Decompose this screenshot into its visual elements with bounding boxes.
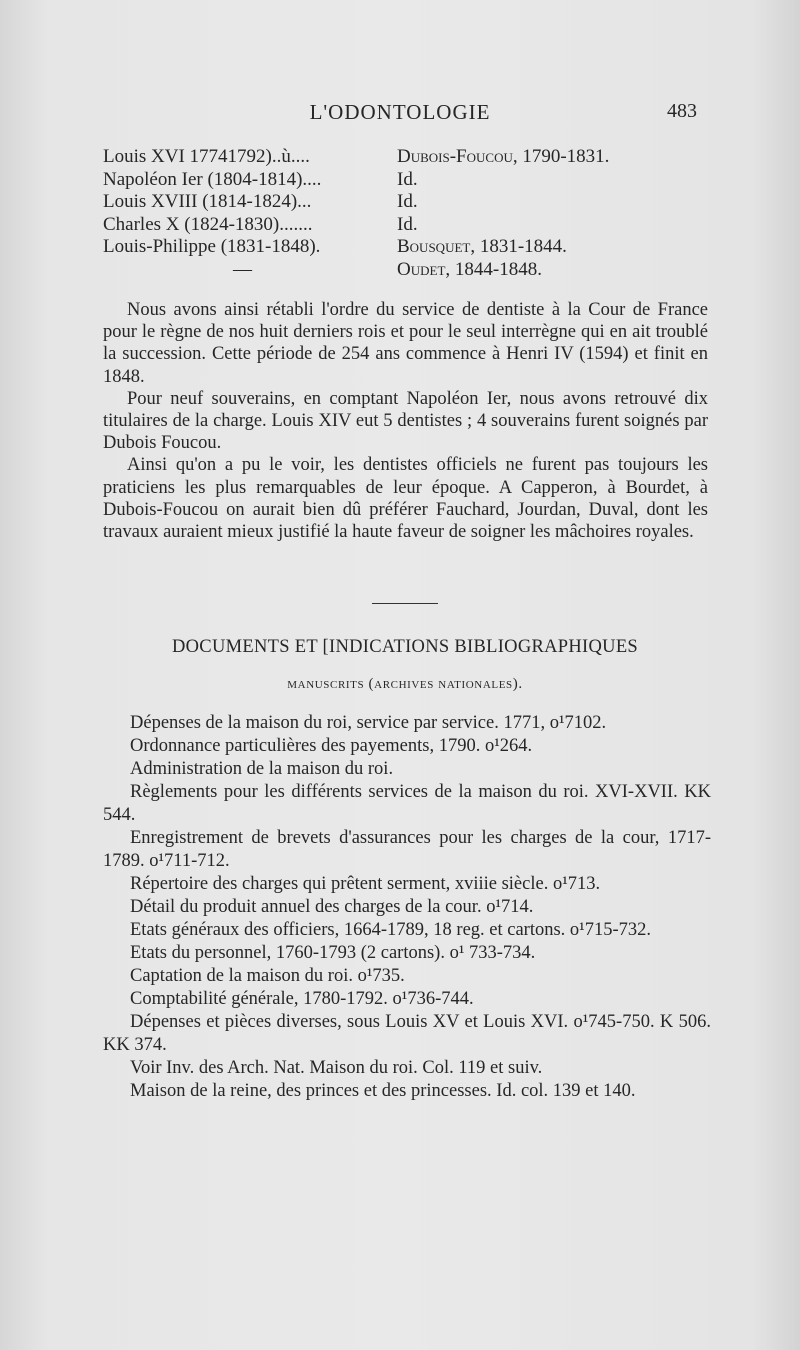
reign-row <box>103 236 703 259</box>
reference-item: Maison de la reine, des princes et des princesses. Id. col. 139 et 140. <box>130 1081 636 1101</box>
reign-row <box>103 191 703 214</box>
reference-item: Captation de la maison du roi. o¹735. <box>130 966 405 986</box>
reign-dentist: Id. <box>397 168 418 190</box>
reign-row <box>103 259 703 282</box>
running-title: L'ODONTOLOGIE <box>309 100 491 124</box>
reference-item: Administration de la maison du roi. <box>130 759 394 779</box>
section-subtitle: manuscrits (archives nationales). <box>287 676 523 692</box>
reign-sovereign-dash: — <box>233 258 252 280</box>
reign-dentist: Id. <box>397 213 418 235</box>
reference-item: Répertoire des charges qui prêtent serment, xviiie siècle. o¹713. <box>130 874 601 894</box>
paragraph: Pour neuf souverains, en comptant Napoléon Ier, nous avons retrouvé dix titulaires de la charge. Louis XIV eut 5 dentistes ; 4 souverains furent soignés par Dubois Foucou. <box>103 388 708 454</box>
paragraph: Nous avons ainsi rétabli l'ordre du service de dentiste à la Cour de France pour le règne de nos huit derniers rois et pour le seul interrègne qui en ait troublé la succession. Cette période de 254 ans commence à Henri IV (1594) et finit en 1848. <box>103 300 708 387</box>
reference-item: Détail du produit annuel des charges de la cour. o¹714. <box>130 897 534 917</box>
reference-item: Etats du personnel, 1760-1793 (2 cartons). o¹ 733-734. <box>130 943 536 963</box>
reference-item: Règlements pour les différents services de la maison du roi. XVI-XVII. KK 544. <box>103 782 711 825</box>
reign-row <box>103 214 703 237</box>
reign-sovereign: Napoléon Ier (1804-1814).... <box>103 168 322 190</box>
running-header <box>100 100 700 130</box>
reign-dentist: Dubois-Foucou, 1790-1831. <box>397 146 610 167</box>
reference-item: Dépenses et pièces diverses, sous Louis XV et Louis XVI. o¹745-750. K 506. KK 374. <box>103 1012 711 1055</box>
reign-dentist: Id. <box>397 191 418 212</box>
reign-sovereign: Charles X (1824-1830)....... <box>103 213 313 235</box>
reign-sovereign: Louis XVI 17741792)..ù.... <box>103 146 310 167</box>
reign-sovereign: Louis-Philippe (1831-1848). <box>103 236 321 257</box>
reference-item: Voir Inv. des Arch. Nat. Maison du roi. Col. 119 et suiv. <box>130 1058 543 1078</box>
reference-item: Ordonnance particulières des payements, 1790. o¹264. <box>130 736 533 756</box>
page-number: 483 <box>667 100 697 122</box>
reference-item: Dépenses de la maison du roi, service par service. 1771, o¹7102. <box>130 713 607 733</box>
reign-row <box>103 146 703 169</box>
reign-list <box>103 146 703 281</box>
reference-item: Enregistrement de brevets d'assurances pour les charges de la cour, 1717-1789. o¹711-712. <box>103 828 711 871</box>
reference-item: Comptabilité générale, 1780-1792. o¹736-744. <box>130 989 474 1009</box>
reign-dentist: Bousquet, 1831-1844. <box>397 236 567 257</box>
body-text <box>103 299 708 543</box>
section-title: DOCUMENTS ET [INDICATIONS BIBLIOGRAPHIQUES <box>171 637 639 657</box>
reference-list <box>103 712 711 1103</box>
reign-row <box>103 169 703 192</box>
section-divider <box>372 603 438 604</box>
reference-item: Etats généraux des officiers, 1664-1789, 18 reg. et cartons. o¹715-732. <box>130 920 652 940</box>
reign-sovereign: Louis XVIII (1814-1824)... <box>103 191 312 212</box>
reign-dentist: Oudet, 1844-1848. <box>397 258 542 280</box>
paragraph: Ainsi qu'on a pu le voir, les dentistes officiels ne furent pas toujours les praticiens les plus remarquables de leur époque. A Capperon, à Bourdet, à Dubois-Foucou on aurait bien dû préférer Fauchard, Jourdan, Duval, dont les travaux auraient mieux justifié la haute faveur de soigner les mâchoires royales. <box>103 455 708 543</box>
